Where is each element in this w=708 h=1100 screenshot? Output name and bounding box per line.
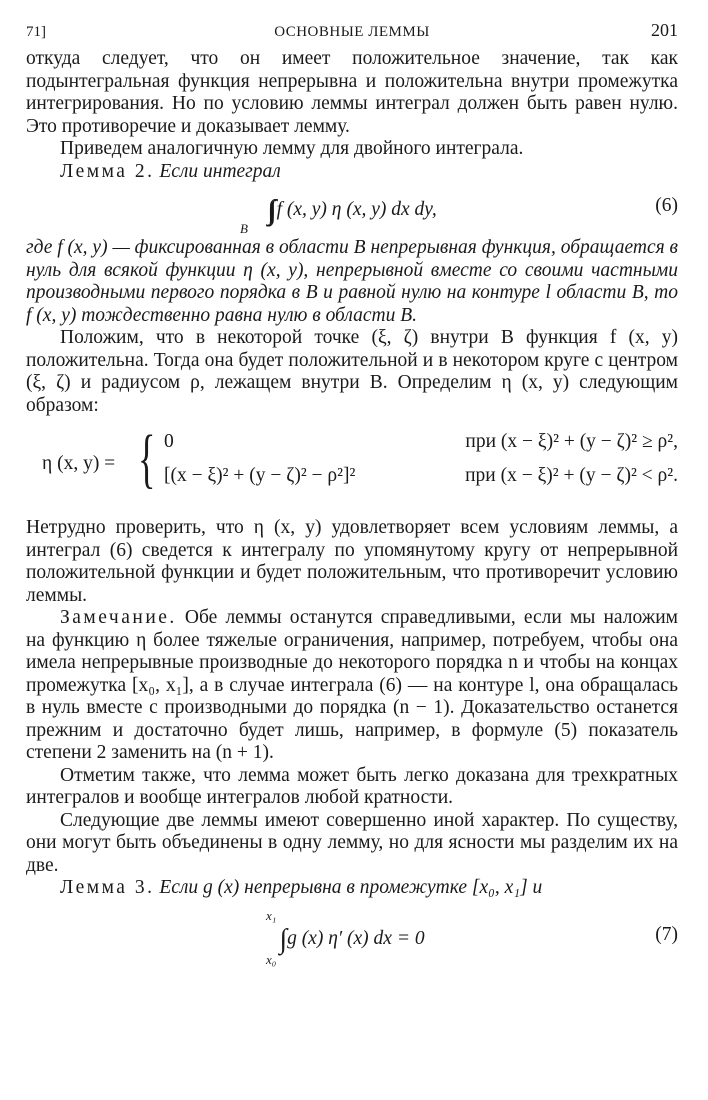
paragraph-7: Следующие две леммы имеют совершенно иной характер. По существу, они могут быть объединены в одну лемму, но для ясности мы разделим их на две. <box>26 809 678 876</box>
lemma-3-statement <box>26 877 678 900</box>
running-title: ОСНОВНЫЕ ЛЕММЫ <box>274 24 430 40</box>
piecewise-definition <box>26 422 678 505</box>
formula-7-body: g (x) η′ (x) dx = 0 <box>287 927 425 949</box>
formula-7 <box>26 900 678 970</box>
paragraph-4: Положим, что в некоторой точке (ξ, ζ) внутри B функция f (x, y) положительна. Тогда она будет положительной и в некотором круге с центром (ξ, ζ) и радиусом ρ, лежащем внутри B. Определим η (x, y) следующим образом: <box>26 327 678 416</box>
formula-7-number: (7) <box>655 923 678 945</box>
running-header <box>26 18 678 48</box>
formula-7-upper-limit: x₁ <box>266 907 277 923</box>
remark-text: Обе леммы останутся справедливыми, если мы наложим на функцию η более тяжелые ограничения, например, потребуем, чтобы она имела непрерывные производные до некоторого порядка n и чтобы на концах промежутка [x₀, x₁], а в случае интеграла (6) — на контуре l, она обращалась в нуль вместе с производными до порядка (n − 1). Доказательство останется прежним и достаточно будет лишь, например, в формуле (5) показатель степени 2 заменить на (n + 1). <box>26 607 679 763</box>
piecewise-lhs: η (x, y) = <box>42 453 116 474</box>
remark-heading: Замечание. <box>60 607 177 628</box>
formula-6-number: (6) <box>655 195 678 216</box>
paragraph-1: откуда следует, что он имеет положительное значение, так как подынтегральная функция непрерывна и положительна внутри промежутка интегрирования. Но по условию леммы интеграл должен быть равен нулю. Это противоречие и доказывает лемму. <box>26 48 678 137</box>
page-number: 201 <box>651 20 678 40</box>
piecewise-row-1-condition: при (x − ξ)² + (y − ζ)² ≥ ρ², <box>465 431 678 452</box>
paragraph-5: Нетрудно проверить, что η (x, y) удовлетворяет всем условиям леммы, а интеграл (6) сведется к интегралу по упомянутому кругу от непрерывной положительной функции и будет положительным, что противоречит условию леммы. <box>26 517 678 606</box>
remark <box>26 607 678 765</box>
paragraph-3: где f (x, y) — фиксированная в области B непрерывная функция, обращается в нуль для всякой функции η (x, y), непрерывной вместе со своими частными производными первого порядка в B и равной нулю на контуре l области B, то f (x, y) тождественно равна нулю в области B. <box>26 237 678 326</box>
lemma-2-statement <box>26 161 678 184</box>
paragraph-2: Приведем аналогичную лемму для двойного интеграла. <box>60 138 524 159</box>
integral-sign: ∫ <box>279 923 282 955</box>
formula-6-region: B <box>240 221 248 236</box>
book-page <box>26 18 678 1088</box>
section-marker: 71] <box>26 24 46 40</box>
piecewise-row-1-value: 0 <box>164 431 174 452</box>
lemma-3-text: Если g (x) непрерывна в промежутке [x₀, x₁] и <box>159 877 543 898</box>
lemma-2-heading: Лемма 2. <box>60 160 155 182</box>
curly-brace: { <box>138 422 156 495</box>
lemma-2-text: Если интеграл <box>159 160 281 182</box>
formula-6-body: f (x, y) η (x, y) dx dy, <box>276 199 437 220</box>
formula-7-lower-limit: x₀ <box>266 951 277 967</box>
piecewise-row-2-value: [(x − ξ)² + (y − ζ)² − ρ²]² <box>164 465 356 486</box>
formula-6 <box>26 183 678 237</box>
piecewise-row-2-condition: при (x − ξ)² + (y − ζ)² < ρ². <box>465 465 678 486</box>
lemma-3-heading: Лемма 3. <box>60 877 155 898</box>
double-integral-sign: ∫∫ <box>267 195 271 226</box>
paragraph-6: Отметим также, что лемма может быть легко доказана для трехкратных интегралов и вообще интегралов любой кратности. <box>26 764 678 808</box>
